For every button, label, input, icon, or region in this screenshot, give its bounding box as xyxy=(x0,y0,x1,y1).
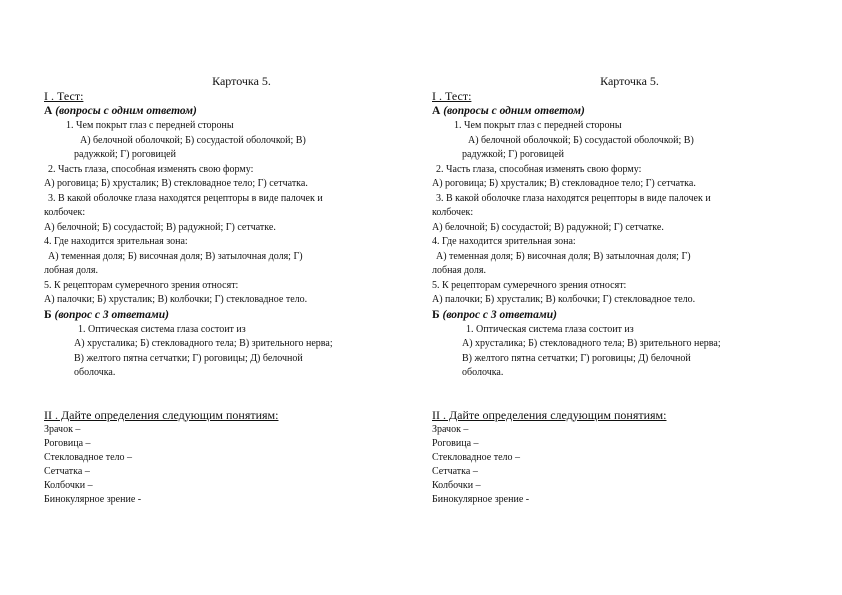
section-test-heading xyxy=(432,89,797,104)
part-b-letter: Б xyxy=(44,308,52,321)
question-b1-answers-line2: В) желтого пятна сетчатки; Г) роговицы; Д) белочной xyxy=(462,352,691,364)
part-a-letter: А xyxy=(44,105,53,117)
question-4-answers-line1: А) теменная доля; Б) височная доля; В) затылочная доля; Г) xyxy=(48,250,303,262)
question-3-line1: 3. В какой оболочке глаза находятся рецепторы в виде палочек и xyxy=(436,192,711,204)
part-a-heading xyxy=(44,104,409,119)
section-definitions-heading xyxy=(432,408,797,423)
question-b1: 1. Оптическая система глаза состоит из xyxy=(466,323,634,335)
definition-item: Сетчатка – xyxy=(44,465,90,477)
definition-item: Стекловадное тело – xyxy=(44,451,133,463)
part-b-label: (вопрос с 3 ответами) xyxy=(54,308,169,321)
part-a-heading xyxy=(432,104,797,119)
question-1-answers-line1: А) белочной оболочкой; Б) сосудастой оболочкой; В) xyxy=(468,134,694,146)
question-b1-answers-line1: А) хрусталика; Б) стекловадного тела; В) зрительного нерва; xyxy=(462,338,721,349)
section-test-heading xyxy=(44,89,409,104)
definition-item: Зрачок – xyxy=(44,423,81,435)
question-b1-answers-line3: оболочка. xyxy=(462,367,504,378)
question-3-answers: А) белочной; Б) сосудастой; В) радужной; Г) сетчатке. xyxy=(44,221,276,233)
question-1-answers-line1: А) белочной оболочкой; Б) сосудастой оболочкой; В) xyxy=(80,134,306,146)
part-b-heading xyxy=(432,308,797,323)
definitions-list xyxy=(44,423,409,507)
definition-item: Роговица – xyxy=(44,437,91,449)
definition-item: Колбочки – xyxy=(432,479,481,491)
definition-item: Колбочки – xyxy=(44,479,93,491)
question-b1-answers-line3: оболочка. xyxy=(74,367,116,378)
question-3-line1: 3. В какой оболочке глаза находятся рецепторы в виде палочек и xyxy=(48,192,323,204)
part-a-letter: А xyxy=(432,105,441,117)
question-2-answers: А) роговица; Б) хрусталик; В) стекловадное тело; Г) сетчатка. xyxy=(44,178,308,189)
question-5-answers: А) палочки; Б) хрусталик; В) колбочки; Г) стекловадное тело. xyxy=(44,294,308,305)
part-b-heading xyxy=(44,308,409,323)
card-title: Карточка 5. xyxy=(212,74,271,88)
question-5-answers: А) палочки; Б) хрусталик; В) колбочки; Г) стекловадное тело. xyxy=(432,294,696,305)
question-4-answers-line2: лобная доля. xyxy=(44,265,99,276)
card-left xyxy=(44,73,409,507)
definition-item: Стекловадное тело – xyxy=(432,451,521,463)
section-test-label: I . Тест: xyxy=(432,89,472,103)
question-1-answers-line2: радужкой; Г) роговицей xyxy=(462,149,564,160)
section-definitions-heading xyxy=(44,408,409,423)
question-3-answers: А) белочной; Б) сосудастой; В) радужной; Г) сетчатке. xyxy=(432,221,664,233)
question-5: 5. К рецепторам сумеречного зрения относят: xyxy=(432,279,627,291)
question-b1: 1. Оптическая система глаза состоит из xyxy=(78,323,246,335)
question-5: 5. К рецепторам сумеречного зрения относят: xyxy=(44,279,239,291)
section-definitions-label: II . Дайте определения следующим понятиям: xyxy=(44,407,279,422)
definition-item: Зрачок – xyxy=(432,423,469,435)
question-4-answers-line1: А) теменная доля; Б) височная доля; В) затылочная доля; Г) xyxy=(436,250,691,262)
definition-item: Роговица – xyxy=(432,437,479,449)
question-2-answers: А) роговица; Б) хрусталик; В) стекловадное тело; Г) сетчатка. xyxy=(432,178,696,189)
section-test-label: I . Тест: xyxy=(44,89,84,103)
question-4: 4. Где находится зрительная зона: xyxy=(44,236,188,247)
question-4: 4. Где находится зрительная зона: xyxy=(432,236,576,247)
part-a-label: (вопросы с одним ответом) xyxy=(55,105,197,117)
definitions-list xyxy=(432,423,797,507)
question-b1-answers-line2: В) желтого пятна сетчатки; Г) роговицы; Д) белочной xyxy=(74,352,303,364)
definition-item: Бинокулярное зрение - xyxy=(432,493,530,505)
question-4-answers-line2: лобная доля. xyxy=(432,265,487,276)
question-b1-answers-line1: А) хрусталика; Б) стекловадного тела; В) зрительного нерва; xyxy=(74,338,333,349)
question-2: 2. Часть глаза, способная изменять свою форму: xyxy=(436,163,642,175)
part-b-letter: Б xyxy=(432,308,440,321)
question-3-line2: колбочек: xyxy=(432,207,474,218)
question-1: 1. Чем покрыт глаз с передней стороны xyxy=(66,120,234,131)
card-right xyxy=(432,73,797,507)
section-definitions-label: II . Дайте определения следующим понятиям: xyxy=(432,407,667,422)
definition-item: Сетчатка – xyxy=(432,465,478,477)
question-3-line2: колбочек: xyxy=(44,207,86,218)
card-title: Карточка 5. xyxy=(600,74,659,88)
question-1-answers-line2: радужкой; Г) роговицей xyxy=(74,149,176,160)
part-b-label: (вопрос с 3 ответами) xyxy=(442,308,557,321)
question-2: 2. Часть глаза, способная изменять свою форму: xyxy=(48,163,254,175)
question-1: 1. Чем покрыт глаз с передней стороны xyxy=(454,120,622,131)
part-a-label: (вопросы с одним ответом) xyxy=(443,105,585,117)
definition-item: Бинокулярное зрение - xyxy=(44,493,142,505)
